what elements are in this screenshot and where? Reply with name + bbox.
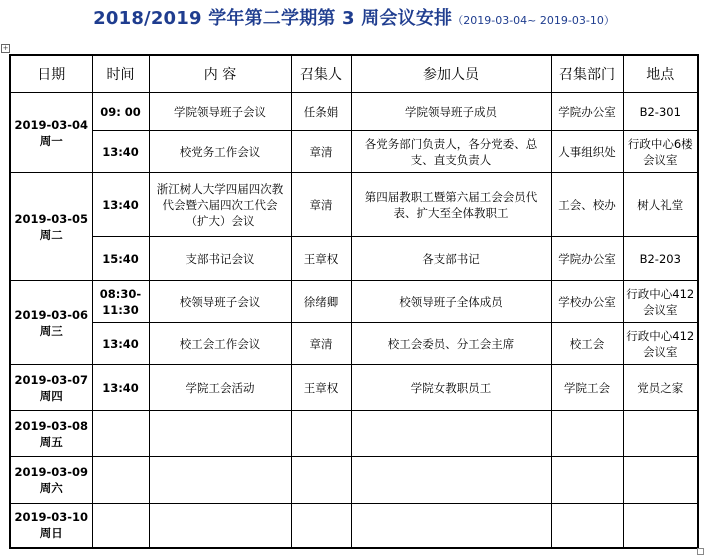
table-row: [10, 93, 698, 131]
table-row: [10, 173, 698, 237]
time-cell: 08:30-11:30: [92, 281, 149, 323]
date-cell: [10, 457, 92, 504]
date-value: 2019-03-10: [14, 510, 89, 525]
location-cell: 行政中心412 会议室: [623, 281, 698, 323]
department-cell: 校工会: [551, 323, 623, 365]
table-row: [10, 457, 698, 504]
weekday-value: 周一: [39, 133, 63, 148]
content-cell: 校党务工作会议: [149, 131, 291, 173]
time-cell: 13:40: [92, 323, 149, 365]
document-title: [0, 4, 708, 30]
content-cell: [149, 504, 291, 548]
location-cell: [623, 457, 698, 504]
table-move-handle-icon[interactable]: +: [2, 44, 9, 52]
date-value: 2019-03-05: [14, 211, 89, 226]
department-cell: 学校办公室: [551, 281, 623, 323]
participants-cell: [351, 411, 551, 457]
date-cell: [10, 173, 92, 281]
participants-cell: 第四届教职工暨第六届工会会员代表、扩大至全体教职工: [351, 173, 551, 237]
time-cell: 13:40: [92, 365, 149, 411]
table-row: [10, 411, 698, 457]
content-cell: 浙江树人大学四届四次教代会暨六届四次工代会（扩大）会议: [149, 173, 291, 237]
participants-cell: 学院领导班子成员: [351, 93, 551, 131]
table-row: [10, 365, 698, 411]
table-row: [10, 237, 698, 281]
content-cell: 校工会工作会议: [149, 323, 291, 365]
weekday-value: 周四: [39, 388, 63, 403]
header-row: [10, 55, 698, 93]
date-value: 2019-03-06: [14, 307, 89, 322]
header-location: 地点: [623, 55, 698, 93]
content-cell: 支部书记会议: [149, 237, 291, 281]
location-cell: 党员之家: [623, 365, 698, 411]
weekday-value: 周日: [39, 526, 63, 541]
date-value: 2019-03-07: [14, 372, 89, 387]
convener-cell: 任条娟: [291, 93, 351, 131]
department-cell: 学院办公室: [551, 93, 623, 131]
table-row: [10, 504, 698, 548]
header-content: 内 容: [149, 55, 291, 93]
header-participants: 参加人员: [351, 55, 551, 93]
department-cell: [551, 457, 623, 504]
date-cell: [10, 281, 92, 365]
header-time: 时间: [92, 55, 149, 93]
convener-cell: [291, 457, 351, 504]
time-cell: 13:40: [92, 173, 149, 237]
participants-cell: [351, 504, 551, 548]
convener-cell: [291, 504, 351, 548]
content-cell: [149, 411, 291, 457]
weekday-value: 周二: [39, 227, 63, 242]
location-cell: [623, 411, 698, 457]
location-cell: 树人礼堂: [623, 173, 698, 237]
location-cell: 行政中心6楼会议室: [623, 131, 698, 173]
table-row: [10, 281, 698, 323]
date-cell: [10, 504, 92, 548]
table-resize-handle-icon[interactable]: [697, 548, 704, 555]
header-convener: 召集人: [291, 55, 351, 93]
date-cell: [10, 93, 92, 173]
convener-cell: 章清: [291, 323, 351, 365]
participants-cell: 校工会委员、分工会主席: [351, 323, 551, 365]
department-cell: 工会、校办: [551, 173, 623, 237]
table-row: [10, 323, 698, 365]
date-value: 2019-03-09: [14, 465, 89, 479]
content-cell: 学院工会活动: [149, 365, 291, 411]
time-cell: [92, 504, 149, 548]
department-cell: 学院工会: [551, 365, 623, 411]
location-cell: [623, 504, 698, 548]
meeting-schedule-table: [9, 54, 699, 549]
participants-cell: 各支部书记: [351, 237, 551, 281]
participants-cell: 学院女教职员工: [351, 365, 551, 411]
header-department: 召集部门: [551, 55, 623, 93]
participants-cell: 各党务部门负责人，各分党委、总支、直支负责人: [351, 131, 551, 173]
table-row: [10, 131, 698, 173]
convener-cell: 王章权: [291, 365, 351, 411]
weekday-value: 周六: [39, 481, 63, 495]
department-cell: 人事组织处: [551, 131, 623, 173]
convener-cell: 章清: [291, 131, 351, 173]
content-cell: 校领导班子会议: [149, 281, 291, 323]
content-cell: [149, 457, 291, 504]
location-cell: B2-203: [623, 237, 698, 281]
weekday-value: 周五: [39, 434, 63, 449]
time-cell: 09: 00: [92, 93, 149, 131]
location-cell: B2-301: [623, 93, 698, 131]
title-main: 2018/2019 学年第二学期第 3 周会议安排: [93, 8, 453, 29]
department-cell: [551, 504, 623, 548]
convener-cell: 徐绪卿: [291, 281, 351, 323]
time-cell: [92, 457, 149, 504]
time-cell: 13:40: [92, 131, 149, 173]
date-value: 2019-03-04: [14, 117, 89, 132]
convener-cell: 章清: [291, 173, 351, 237]
content-cell: 学院领导班子会议: [149, 93, 291, 131]
time-cell: [92, 411, 149, 457]
title-date-range: （2019-03-04~ 2019-03-10）: [452, 14, 615, 27]
participants-cell: [351, 457, 551, 504]
header-date: 日期: [10, 55, 92, 93]
date-value: 2019-03-08: [14, 418, 89, 433]
convener-cell: [291, 411, 351, 457]
date-cell: [10, 411, 92, 457]
location-cell: 行政中心412 会议室: [623, 323, 698, 365]
date-cell: [10, 365, 92, 411]
time-cell: 15:40: [92, 237, 149, 281]
weekday-value: 周三: [39, 323, 63, 338]
department-cell: [551, 411, 623, 457]
participants-cell: 校领导班子全体成员: [351, 281, 551, 323]
department-cell: 学院办公室: [551, 237, 623, 281]
convener-cell: 王章权: [291, 237, 351, 281]
